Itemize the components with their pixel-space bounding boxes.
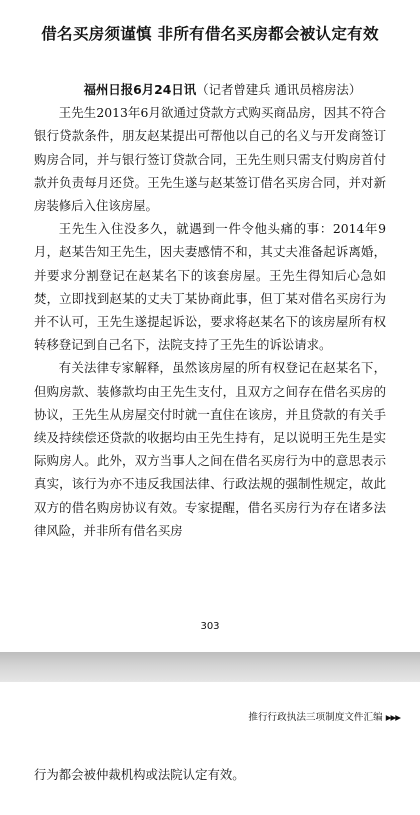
dateline	[34, 78, 386, 101]
continued-paragraph: 行为都会被仲裁机构或法院认定有效。	[34, 767, 245, 782]
page-separator	[0, 652, 420, 682]
next-page	[0, 682, 420, 815]
article-title: 借名买房须谨慎 非所有借名买房都会被认定有效	[41, 25, 379, 43]
dateline-source: 福州日报6月24日讯	[83, 82, 197, 97]
running-header-title: 推行行政执法三项制度文件汇编	[248, 712, 383, 723]
running-header	[248, 709, 400, 723]
page-number: 303	[200, 621, 220, 632]
article-body	[34, 78, 386, 542]
paragraph: 王先生入住没多久，就遇到一件令他头痛的事：2014年9月，赵某告知王先生，因夫妻感情不和，其丈夫准备起诉离婚，并要求分割登记在赵某名下的该套房屋。王先生得知后心急如焚，立即找到赵某的丈夫丁某协商此事，但丁某对借名买房行为并不认可，王先生遂提起诉讼，要求将赵某名下的该房屋所有权转移登记到自己名下，法院支持了王先生的诉讼请求。	[34, 221, 386, 353]
dateline-byline: （记者曾建兵 通讯员榕房法）	[196, 82, 362, 97]
paragraph: 有关法律专家解释，虽然该房屋的所有权登记在赵某名下，但购房款、装修款均由王先生支付，且双方之间存在借名买房的协议，王先生从房屋交付时就一直住在该房，并且贷款的有关手续及持续偿还贷款的收据均由王先生持有，足以说明王先生是实际购房人。此外，双方当事人之间在借名买房行为中的意思表示真实，该行为亦不违反我国法律、行政法规的强制性规定，故此双方的借名购房协议有效。专家提醒，借名买房行为存在诸多法律风险，并非所有借名买房	[34, 360, 386, 538]
paragraph: 王先生2013年6月欲通过贷款方式购买商品房，因其不符合银行贷款条件，朋友赵某提出可帮他以自己的名义与开发商签订购房合同，并与银行签订贷款合同，王先生则只需支付购房首付款并负责每月还贷。王先生遂与赵某签订借名买房合同，并对新房装修后入住该房屋。	[34, 105, 386, 214]
triple-arrow-icon: ▶▶▶	[385, 713, 400, 722]
